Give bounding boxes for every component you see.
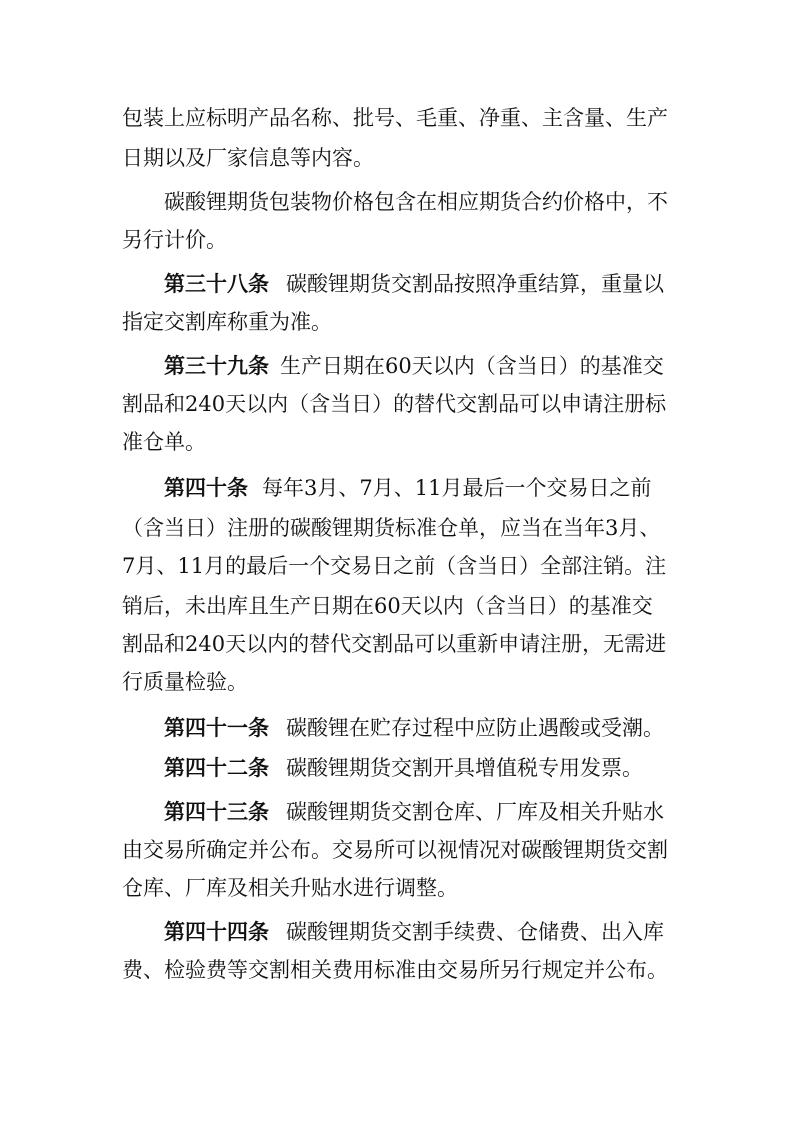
paragraph-text: 仓库、厂库及相关升贴水进行调整。: [122, 876, 458, 900]
paragraph-line: [0, 666, 800, 698]
paragraph-line: [0, 350, 800, 382]
paragraph-line: [0, 472, 800, 504]
paragraph-text: 另行计价。: [122, 228, 227, 252]
paragraph-line: [0, 268, 800, 300]
paragraph-line: [0, 306, 800, 338]
paragraph-text: 碳酸锂期货包装物价格包含在相应期货合约价格中，不: [164, 190, 668, 214]
paragraph-line: [0, 628, 800, 660]
paragraph-text: 费、检验费等交割相关费用标准由交易所另行规定并公布。: [122, 958, 668, 982]
paragraph-line: [0, 550, 800, 582]
paragraph-text: 行质量检验。: [122, 670, 248, 694]
article-number: 第四十四条: [164, 920, 269, 944]
article-number: 第四十一条: [164, 716, 269, 740]
paragraph-line: [0, 834, 800, 866]
article-number: 第四十二条: [164, 756, 269, 780]
article-number: 第四十三条: [164, 800, 269, 824]
paragraph-text: 包装上应标明产品名称、批号、毛重、净重、主含量、生产: [122, 106, 668, 130]
paragraph-line: [0, 954, 800, 986]
paragraph-text: 碳酸锂期货交割仓库、厂库及相关升贴水: [286, 800, 664, 824]
paragraph-line: [0, 224, 800, 256]
paragraph-line: [0, 752, 800, 784]
paragraph-text: 7月、11月的最后一个交易日之前（含当日）全部注销。注: [122, 554, 667, 578]
paragraph-line: [0, 512, 800, 544]
paragraph-text: 碳酸锂期货交割品按照净重结算，重量以: [286, 272, 664, 296]
paragraph-text: 指定交割库称重为准。: [122, 310, 332, 334]
paragraph-text: 日期以及厂家信息等内容。: [122, 146, 374, 170]
paragraph-text: 由交易所确定并公布。交易所可以视情况对碳酸锂期货交割: [122, 838, 668, 862]
paragraph-text: 割品和240天以内（含当日）的替代交割品可以申请注册标: [122, 392, 667, 416]
paragraph-line: [0, 388, 800, 420]
paragraph-text: 碳酸锂在贮存过程中应防止遇酸或受潮。: [286, 716, 664, 740]
paragraph-line: [0, 590, 800, 622]
article-number: 第三十九条: [164, 354, 269, 378]
article-number: 第四十条: [164, 476, 248, 500]
paragraph-line: [0, 872, 800, 904]
paragraph-text: 准仓单。: [122, 430, 206, 454]
paragraph-line: [0, 916, 800, 948]
article-number: 第三十八条: [164, 272, 269, 296]
paragraph-line: [0, 102, 800, 134]
paragraph-text: 碳酸锂期货交割开具增值税专用发票。: [286, 756, 643, 780]
paragraph-text: 生产日期在60天以内（含当日）的基准交: [280, 354, 664, 378]
paragraph-line: [0, 712, 800, 744]
paragraph-text: 割品和240天以内的替代交割品可以重新申请注册，无需进: [122, 632, 667, 656]
paragraph-line: [0, 796, 800, 828]
paragraph-line: [0, 186, 800, 218]
paragraph-text: 每年3月、7月、11月最后一个交易日之前: [262, 476, 652, 500]
paragraph-line: [0, 426, 800, 458]
paragraph-text: （含当日）注册的碳酸锂期货标准仓单，应当在当年3月、: [122, 516, 661, 540]
paragraph-line: [0, 142, 800, 174]
paragraph-text: 碳酸锂期货交割手续费、仓储费、出入库: [286, 920, 664, 944]
paragraph-text: 销后，未出库且生产日期在60天以内（含当日）的基准交: [122, 594, 653, 618]
